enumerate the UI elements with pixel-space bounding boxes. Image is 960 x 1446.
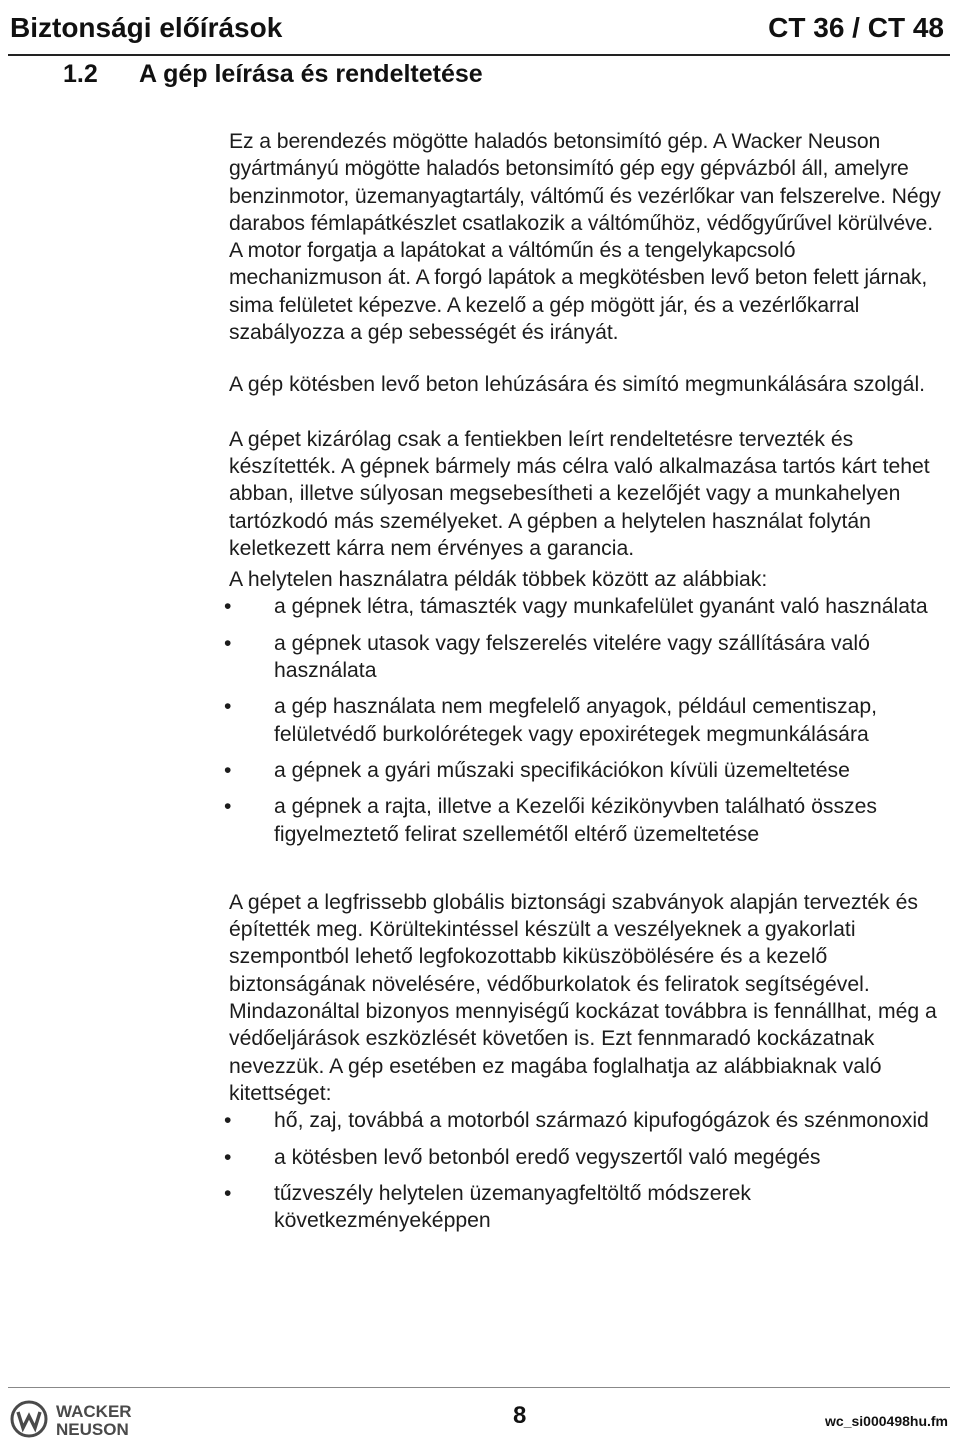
paragraph-misuse-intro: A helytelen használatra példák többek között az alábbiak: xyxy=(229,568,768,592)
residual-risk-list xyxy=(224,1107,936,1234)
list-item xyxy=(224,757,936,784)
bullet-icon: • xyxy=(224,758,232,782)
misuse-list xyxy=(224,593,936,847)
paragraph-purpose: A gép kötésben levő beton lehúzására és simító megmunkálására szolgál. xyxy=(229,373,926,397)
list-item xyxy=(224,1180,936,1235)
chapter-title: Biztonsági előírások xyxy=(10,12,283,43)
paragraph-residual-risk: A gépet a legfrissebb globális biztonsági szabványok alapján tervezték és építették meg. Körültekintéssel készült a veszélyeknek a gyakorlati szempontból lehető legfokozottabb kiküszöbölésére és a kezelő biztonságának növelésére, védőburkolatok és feliratok segítségével. Mindazonáltal bizonyos mennyiségű kockázat továbbra is fennállhat, még a védőeljárások eszközlését követően is. Ezt fennmaradó kockázatnak nevezzük. A gép esetében ez magába foglalhatja az alábbiaknak való kitettséget: xyxy=(229,890,937,1105)
file-reference: wc_si000498hu.fm xyxy=(825,1413,948,1429)
list-item xyxy=(224,593,936,620)
logo-text-wacker: WACKER xyxy=(56,1402,132,1421)
wacker-neuson-logo xyxy=(10,1400,190,1438)
logo-text-neuson: NEUSON xyxy=(56,1420,129,1438)
list-item-text: a gépnek utasok vagy felszerelés vitelére vagy szállítására való használata xyxy=(274,631,870,683)
list-item xyxy=(224,630,936,685)
bullet-icon: • xyxy=(224,1181,232,1205)
list-item-text: a gépnek létra, támaszték vagy munkafelület gyanánt való használata xyxy=(274,595,928,619)
bullet-icon: • xyxy=(224,1145,232,1169)
paragraph-intended-use: A gépet kizárólag csak a fentiekben leírt rendeltetésre tervezték és készítették. A gépnek bármely más célra való alkalmazása tartós kárt tehet abban, illetve súlyosan megsebesítheti a kezelőjét vagy a munkahelyen tartózkodó más személyeket. A gépben a helytelen használat folytán keletkezett kárra nem érvényes a garancia. xyxy=(229,427,930,560)
section-heading xyxy=(63,60,483,89)
list-item-text: a gépnek a gyári műszaki specifikációkon kívüli üzemeltetése xyxy=(274,758,850,782)
body-content xyxy=(224,128,941,1234)
list-item-text: hő, zaj, továbbá a motorból származó kipufogógázok és szénmonoxid xyxy=(274,1109,929,1133)
list-item-text: tűzveszély helytelen üzemanyagfeltöltő módszerek következményeképpen xyxy=(274,1181,751,1233)
page-number: 8 xyxy=(513,1402,527,1429)
list-item-text: a gép használata nem megfelelő anyagok, például cementiszap, felületvédő burkolórétegek vagy epoxirétegek megmunkálására xyxy=(274,695,878,746)
list-item-text: a gépnek a rajta, illetve a Kezelői kézikönyvben található összes figyelmeztető felirat szellemétől eltérő üzemeltetése xyxy=(274,795,878,846)
paragraph-description: Ez a berendezés mögötte haladós betonsimító gép. A Wacker Neuson gyártmányú mögötte haladós betonsimító gép egy gépvázból áll, amelyre benzinmotor, üzemanyagtartály, váltómű és vezérlőkar van felszerelve. Négy darabos fémlapátkészlet csatlakozik a váltóműhöz, védőgyűrűvel körülvéve. A motor forgatja a lapátokat a váltóműn és a tengelykapcsoló mechanizmuson át. A forgó lapátok a megkötésben levő beton felett járnak, sima felületet képezve. A kezelő a gép mögött jár, és a vezérlőkarral szabályozza a gép sebességét és irányát. xyxy=(229,130,941,345)
list-item xyxy=(224,1144,936,1171)
bullet-icon: • xyxy=(224,1109,232,1133)
model-title: CT 36 / CT 48 xyxy=(768,12,944,43)
list-item xyxy=(224,693,936,748)
page-footer xyxy=(8,1387,950,1440)
section-number: 1.2 xyxy=(63,60,98,88)
bullet-icon: • xyxy=(224,795,232,819)
list-item-text: a kötésben levő betonból eredő vegyszertől való megégés xyxy=(274,1145,821,1169)
bullet-icon: • xyxy=(224,595,232,619)
page-header xyxy=(8,8,950,56)
list-item xyxy=(224,1107,936,1134)
bullet-icon: • xyxy=(224,695,232,719)
section-title-text: A gép leírása és rendeltetése xyxy=(139,60,483,88)
bullet-icon: • xyxy=(224,631,232,655)
list-item xyxy=(224,793,936,848)
